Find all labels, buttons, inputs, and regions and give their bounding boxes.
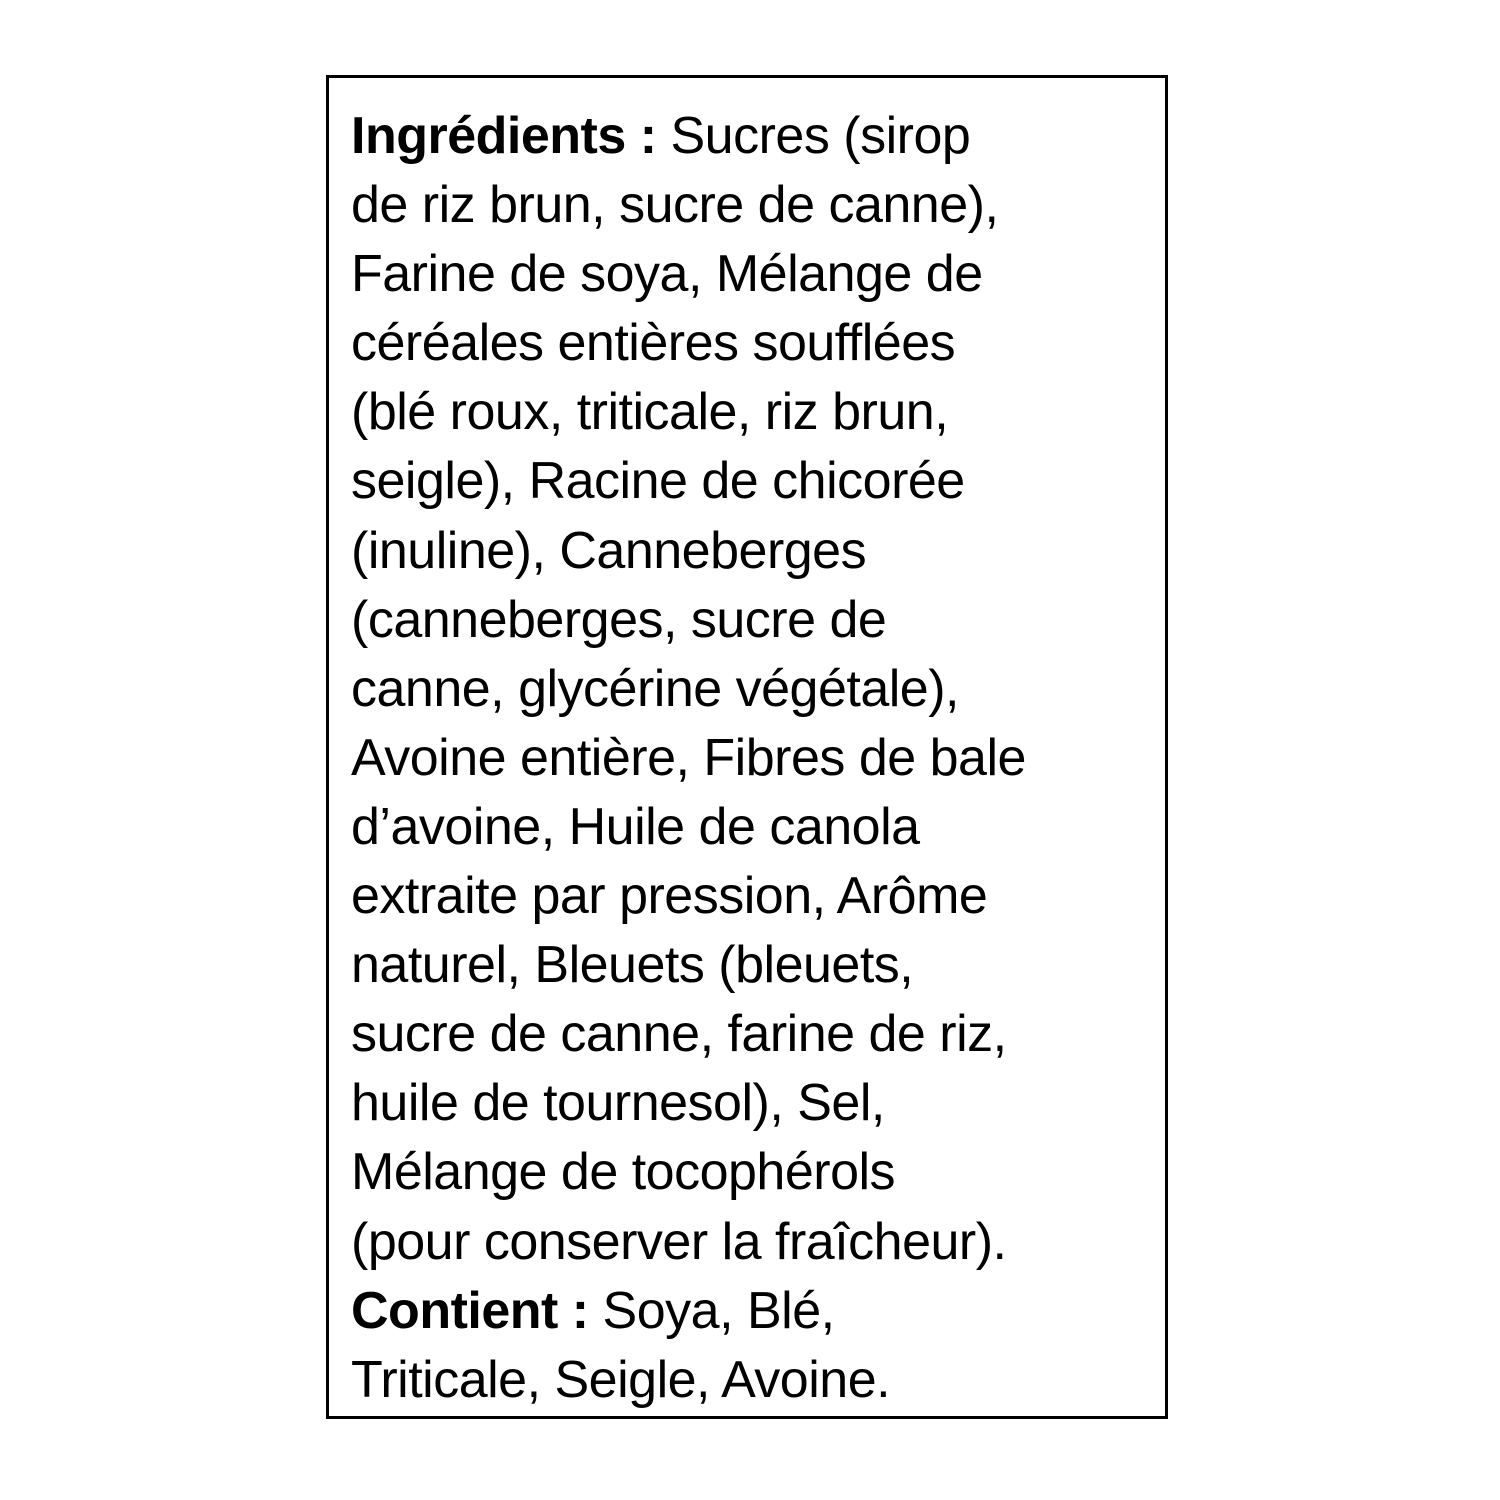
ingredients-line: de riz brun, sucre de canne),: [351, 176, 999, 235]
ingredients-line: canne, glycérine végétale),: [351, 659, 959, 718]
ingredients-line: (pour conserver la fraîcheur).: [351, 1212, 1007, 1271]
ingredients-line: Avoine entière, Fibres de bale: [351, 728, 1026, 787]
ingredients-line: (inuline), Canneberges: [351, 521, 867, 580]
ingredients-text: [351, 102, 1151, 1415]
ingredients-heading: Ingrédients :: [351, 107, 657, 165]
ingredients-line: d’avoine, Huile de canola: [351, 797, 920, 856]
ingredients-line: naturel, Bleuets (bleuets,: [351, 936, 914, 995]
ingredients-label-box: [326, 75, 1168, 1419]
ingredients-line: (blé roux, triticale, riz brun,: [351, 383, 949, 442]
ingredients-line: seigle), Racine de chicorée: [351, 452, 965, 511]
contains-heading: Contient :: [351, 1281, 589, 1340]
ingredients-line: céréales entières soufflées: [351, 314, 956, 373]
ingredients-line: extraite par pression, Arôme: [351, 867, 988, 926]
contains-line: [351, 1277, 1151, 1346]
ingredients-line-text: Sucres (sirop: [656, 107, 971, 165]
ingredients-line: (canneberges, sucre de: [351, 590, 887, 649]
contains-line: Triticale, Seigle, Avoine.: [351, 1350, 891, 1409]
contains-line-text: Soya, Blé,: [588, 1281, 835, 1340]
ingredients-line: [351, 102, 1151, 171]
ingredients-line: Farine de soya, Mélange de: [351, 245, 983, 304]
ingredients-line: sucre de canne, farine de riz,: [351, 1005, 1007, 1064]
ingredients-line: Mélange de tocophérols: [351, 1143, 896, 1202]
ingredients-line: huile de tournesol), Sel,: [351, 1074, 885, 1133]
